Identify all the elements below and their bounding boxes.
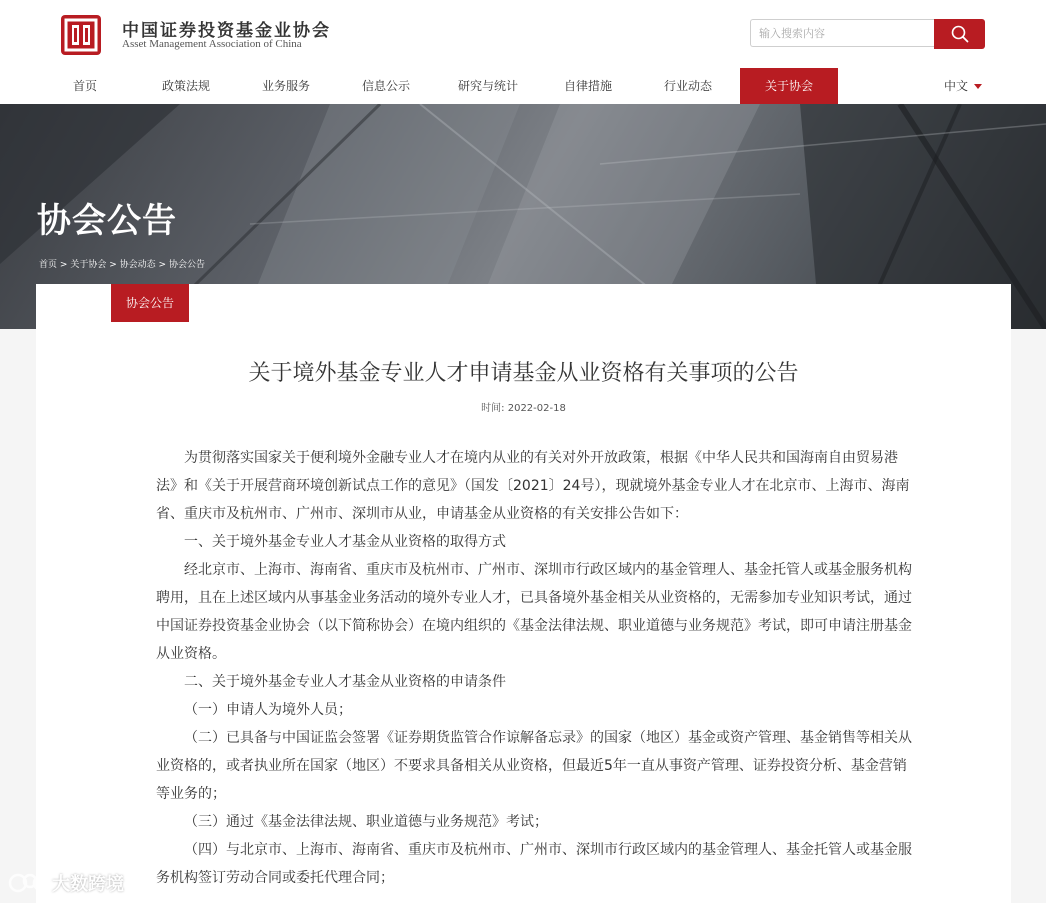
date-value: 2022-02-18 [507, 403, 566, 414]
nav-item-home[interactable]: 首页 [72, 79, 97, 93]
watermark-text: 大数跨境 [52, 874, 124, 895]
article-paragraph: （二）已具备与中国证监会签署《证券期货监管合作谅解备忘录》的国家（地区）基金或资产管理、基金销售等相关从业资格的，或者执业所在国家（地区）不要求具备相关从业资格，但最近5年一直从事资产管理、证券投资分析、基金营销等业务的； [156, 730, 912, 802]
breadcrumb-announcements[interactable]: 协会公告 [168, 260, 205, 270]
search-input[interactable] [750, 19, 934, 47]
article-date [36, 399, 1011, 414]
association-logo-icon[interactable] [60, 14, 102, 56]
page-title: 协会公告 [37, 201, 177, 241]
nav-item-disclosure[interactable]: 信息公示 [361, 79, 410, 93]
language-label: 中文 [944, 79, 969, 93]
watermark-logo-icon [8, 871, 52, 895]
article-paragraph: 二、关于境外基金专业人才基金从业资格的申请条件 [184, 674, 506, 690]
article-paragraph: 一、关于境外基金专业人才基金从业资格的取得方式 [184, 534, 506, 550]
date-label: 时间: [481, 403, 505, 414]
nav-item-research[interactable]: 研究与统计 [457, 79, 518, 93]
search-icon [951, 25, 969, 43]
article-body [156, 444, 916, 892]
caret-down-icon [974, 84, 982, 89]
article-paragraph: 为贯彻落实国家关于便利境外金融专业人才在境内从业的有关对外开放政策，根据《中华人民共和国海南自由贸易港法》和《关于开展营商环境创新试点工作的意见》（国发〔2021〕24号），现就境外基金专业人才在北京市、上海市、海南省、重庆市及杭州市、广州市、深圳市从业，申请基金从业资格的有关安排公告如下： [156, 450, 910, 522]
nav-item-industry-news[interactable]: 行业动态 [663, 79, 712, 93]
nav-item-self-regulation[interactable]: 自律措施 [563, 79, 612, 93]
site-header [0, 0, 1046, 68]
article-paragraph: （四）与北京市、上海市、海南省、重庆市及杭州市、广州市、深圳市行政区域内的基金管理人、基金托管人或基金服务机构签订劳动合同或委托代理合同； [156, 842, 912, 886]
breadcrumb-about[interactable]: 关于协会 [70, 260, 107, 270]
main-nav [0, 68, 1046, 104]
breadcrumb-separator: > [109, 260, 117, 270]
breadcrumb-home[interactable]: 首页 [39, 260, 58, 270]
article-card [36, 284, 1011, 903]
language-selector[interactable] [944, 68, 982, 104]
logo-english-name: Asset Management Association of China [122, 38, 302, 50]
category-tab[interactable]: 协会公告 [111, 284, 189, 322]
breadcrumb-news[interactable]: 协会动态 [119, 260, 156, 270]
article-title: 关于境外基金专业人才申请基金从业资格有关事项的公告 [248, 361, 799, 386]
article-paragraph: （一）申请人为境外人员； [184, 702, 352, 718]
watermark [8, 870, 124, 896]
logo-chinese-name: 中国证券投资基金业协会 [122, 21, 331, 41]
breadcrumb-separator: > [158, 260, 167, 270]
search-button[interactable] [934, 19, 985, 49]
nav-item-policies[interactable]: 政策法规 [161, 79, 210, 93]
nav-item-services[interactable]: 业务服务 [261, 79, 310, 93]
article-paragraph: （三）通过《基金法律法规、职业道德与业务规范》考试； [184, 814, 548, 830]
breadcrumb [39, 257, 205, 270]
article-paragraph: 经北京市、上海市、海南省、重庆市及杭州市、广州市、深圳市行政区域内的基金管理人、基金托管人或基金服务机构聘用，且在上述区域内从事基金业务活动的境外专业人才，已具备境外基金相关从业资格的，无需参加专业知识考试，通过中国证券投资基金业协会（以下简称协会）在境内组织的《基金法律法规、职业道德与业务规范》考试，即可申请注册基金从业资格。 [156, 562, 912, 662]
breadcrumb-separator: > [59, 260, 68, 270]
nav-item-about[interactable]: 关于协会 [740, 68, 838, 104]
